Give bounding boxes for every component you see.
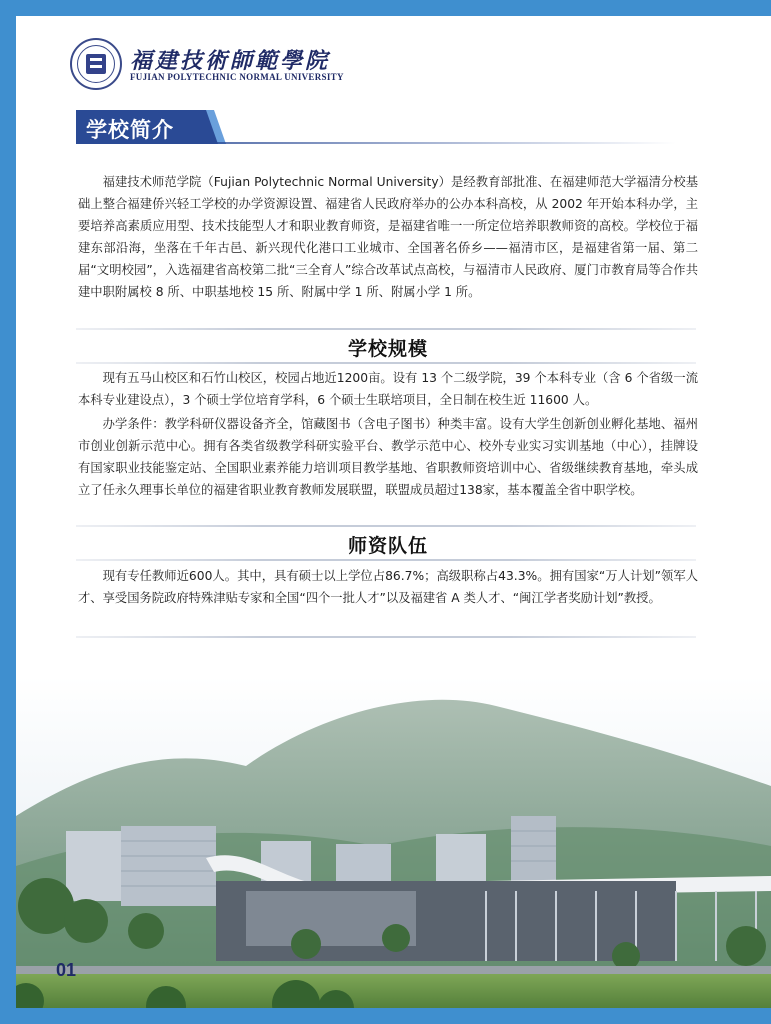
divider — [76, 525, 696, 527]
section-underline — [76, 142, 676, 144]
divider — [76, 328, 696, 330]
campus-illustration — [16, 676, 771, 1008]
faculty-title: 师资队伍 — [347, 535, 428, 557]
section-title: 学校简介 — [86, 118, 174, 142]
page-number: 01 — [56, 960, 77, 980]
scale-paragraph-1: 现有五马山校区和石竹山校区，校园占地近1200亩。设有 13 个二级学院，39 个本科专业（含 6 个省级一流本科专业建设点），3 个硕士学位培育学科，6 个硕士生联培项目，全日制在校生近 11600 人。 — [78, 371, 698, 407]
school-name-chinese: 福建技術師範學院 — [130, 48, 331, 74]
divider — [76, 636, 696, 638]
intro-paragraph: 福建技术师范学院（Fujian Polytechnic Normal University）是经教育部批准、在福建师范大学福清分校基础上整合福建侨兴轻工学校的办学资源设置、福建省人民政府举办的公办本科高校，从 2002 年开始本科办学，主要培养高素质应用型、技术技能型人才和职业教育师资，是福建省唯一一所定位培养职教师资的高校。学校位于福建东部沿海，坐落在千年古邑、新兴现代化港口工业城市、全国著名侨乡——福清市区，是福建省第一届、第二届“文明校园”，入选福建省高校第二批“三全育人”综合改革试点高校，与福清市人民政府、厦门市教育局等合作共建中职附属校 8 所、中职基地校 15 所、附属中学 1 所、附属小学 1 所。 — [78, 175, 698, 299]
divider — [76, 362, 696, 364]
scale-paragraph-2: 办学条件：教学科研仪器设备齐全，馆藏图书（含电子图书）种类丰富。设有大学生创新创业孵化基地、福州市创业创新示范中心。拥有各类省级教学科研实验平台、教学示范中心、校外专业实习实训基地（中心），挂牌设有国家职业技能鉴定站、全国职业素养能力培训项目教学基地、省职教师资培训中心、省级继续教育基地，牵头成立了任永久理事长单位的福建省职业教育教师发展联盟，联盟成员超过138家，基本覆盖全省中职学校。 — [78, 417, 698, 497]
divider — [76, 559, 696, 561]
scale-title: 学校规模 — [347, 338, 428, 360]
brochure-page — [16, 16, 771, 1008]
school-emblem-icon — [70, 38, 122, 90]
school-name-english: FUJIAN POLYTECHNIC NORMAL UNIVERSITY — [130, 72, 344, 82]
faculty-paragraph: 现有专任教师近600人。其中，具有硕士以上学位占86.7%；高级职称占43.3%。拥有国家“万人计划”领军人才、享受国务院政府特殊津贴专家和全国“四个一批人才”以及福建省 A 类人才、“闽江学者奖励计划”教授。 — [78, 569, 698, 605]
